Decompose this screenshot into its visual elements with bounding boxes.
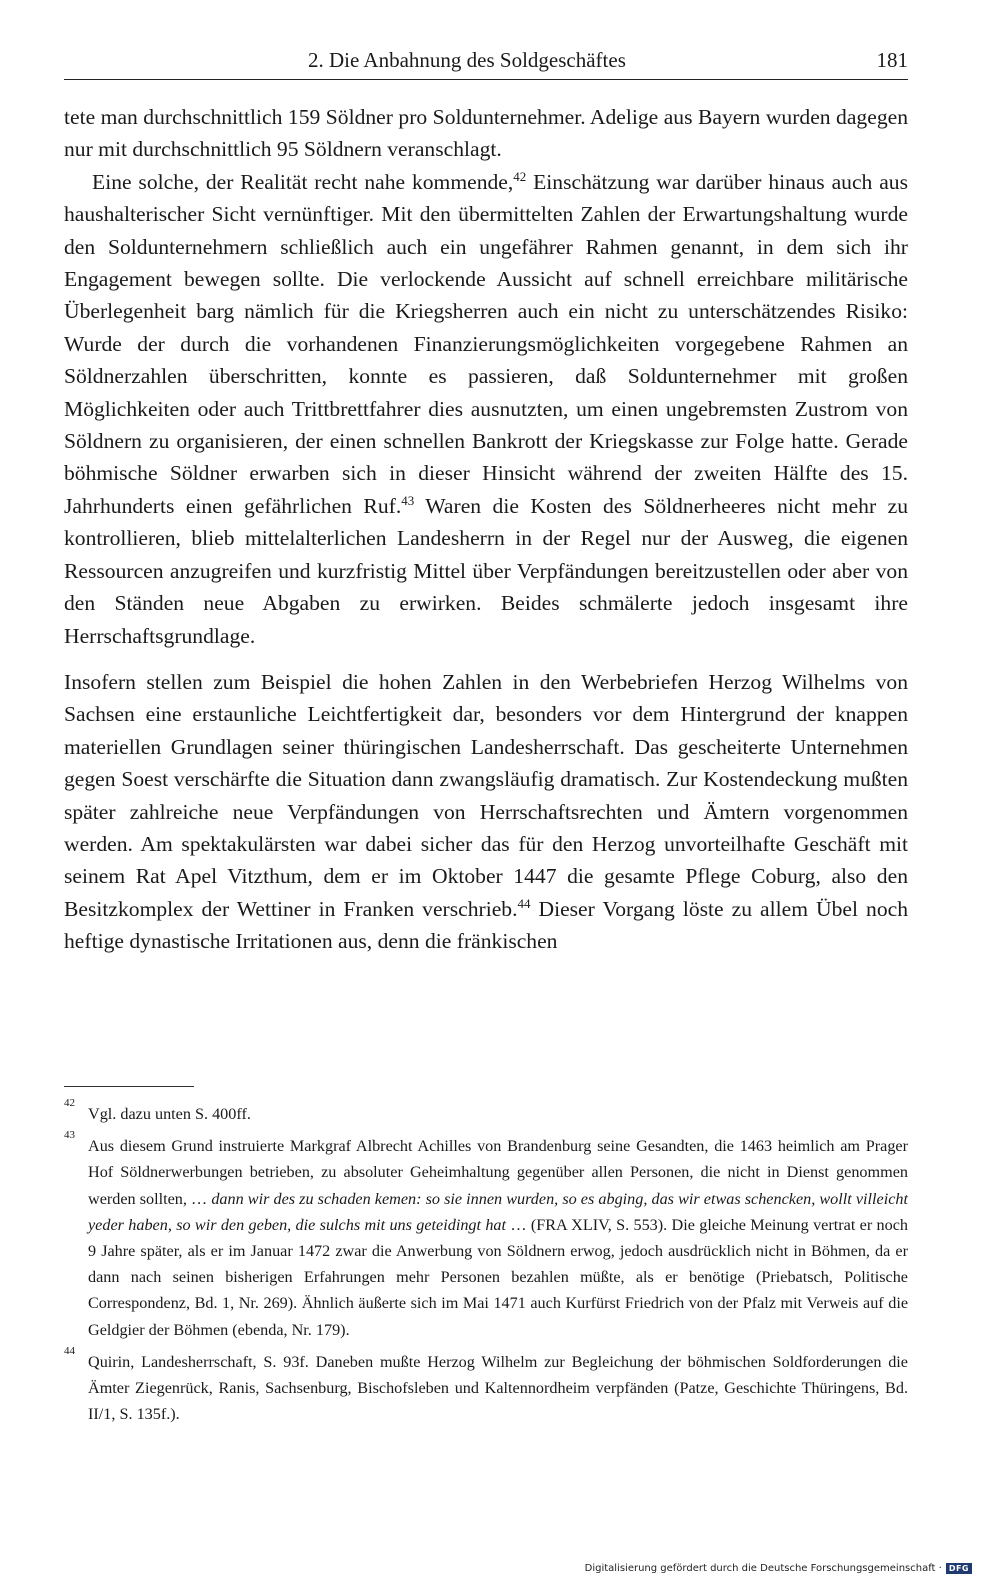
header-rule <box>64 79 908 80</box>
page-number: 181 <box>876 48 908 72</box>
footnote-43: 43 Aus diesem Grund instruierte Markgraf Albrecht Achilles von Brandenburg seine Gesandten, die 1463 heimlich am Prager Hof Söldnerwerbungen betrieben, zu absoluter Geheimhaltung gegenüber allen Personen, die nicht in Dienst genommen werden sollten, … dann wir des zu schaden kemen: so sie innen wurden, so es abging, das wir etwas schencken, wollt villeicht yeder haben, so wir den geben, die sulchs mit uns geteidingt hat … (FRA XLIV, S. 553). Die gleiche Meinung vertrat er noch 9 Jahre später, als er im Januar 1472 zwar die Anwerbung von Söldnern erwog, jedoch ausdrücklich nicht in Böhmen, da er dann nach seinen bisherigen Erfahrungen mehr Personen bezahlen müßte, als er benötige (Priebatsch, Politische Correspondenz, Bd. 1, Nr. 269). Ähnlich äußerte sich im Mai 1471 auch Kurfürst Friedrich von der Pfalz mit Verweis auf die Geldgier der Böhmen (ebenda, Nr. 179). <box>64 1129 909 1339</box>
footnote-mark: 42 <box>64 1097 75 1109</box>
footnote-44: 44 Quirin, Landesherrschaft, S. 93f. Daneben mußte Herzog Wilhelm zur Begleichung der böhmischen Soldforderungen die Ämter Ziegenrück, Ranis, Sachsenburg, Bischofsleben und Kaltennordheim verpfänden (Patze, Geschichte Thüringens, Bd. II/1, S. 135f.). <box>64 1344 908 1424</box>
paragraph-2: Eine solche, der Realität recht nahe kommende,$^{42}$ Einschätzung war darüber hinaus auch aus haushalterischer Sicht vernünftiger. Mit den übermittelten Zahlen der Erwartungshaltung wurde den Soldunternehmern schließlich auch ein ungefährer Rahmen genannt, in dem sich ihr Engagement bewegen sollte. Die verlockende Aussicht auf schnell erreichbare militärische Überlegenheit barg nämlich für die Kriegsherren auch ein nicht zu unterschätzendes Risiko: Wurde der durch die vorhandenen Finanzierungsmöglichkeiten vorgegebene Rahmen an Söldnerzahlen überschritten, konnte es passieren, daß Soldunternehmer mit großen Möglichkeiten oder auch Trittbrettfahrer dies ausnutzten, um einen ungebremsten Zustrom von Söldnern zu organisieren, der einen schnellen Bankrott der Kriegskasse zur Folge hatte. Gerade böhmische Söldner erwarben sich in dieser Hinsicht während der zweiten Hälfte des 15. Jahrhunderts einen gefährlichen Ruf.$^{43}$ Waren die Kosten des Söldnerheeres nicht mehr zu kontrollieren, blieb mittelalterlichen Landesherrn in der Regel nur der Ausweg, die eigenen Ressourcen anzugreifen und kurzfristig Mittel über Verpfändungen bereitzustellen oder aber von den Ständen neue Abgaben zu erwirken. Beides schmälerte jedoch insgesamt ihre Herrschaftsgrundlage. <box>64 168 908 648</box>
footnote-ref-42[interactable]: 42 <box>513 168 527 184</box>
footnote-ref-44[interactable]: 44 <box>517 895 531 911</box>
footnote-42: 42 Vgl. dazu unten S. 400ff. <box>64 1097 251 1123</box>
digitization-text: Digitalisierung gefördert durch die Deutsche Forschungsgemeinschaft · <box>584 1563 942 1574</box>
dfg-logo-icon: DFG <box>946 1563 972 1574</box>
running-header <box>64 46 908 76</box>
footnotes <box>64 1097 909 1433</box>
paragraph-1: tete man durchschnittlich 159 Söldner pro Soldunternehmer. Adelige aus Bayern wurden dagegen nur mit durchschnittlich 95 Söldnern veranschlagt. <box>64 105 908 162</box>
footnote-mark: 43 <box>64 1129 75 1142</box>
digitization-notice <box>585 1563 972 1574</box>
body-text <box>64 101 908 958</box>
paragraph-3: Insofern stellen zum Beispiel die hohen Zahlen in den Werbebriefen Herzog Wilhelms von Sachsen eine erstaunliche Leichtfertigkeit dar, besonders vor dem Hintergrund der knappen materiellen Grundlagen seiner thüringischen Landesherrschaft. Das gescheiterte Unternehmen gegen Soest verschärfte die Situation dann zwangsläufig dramatisch. Zur Kostendeckung mußten später zahlreiche neue Verpfändungen von Herrschaftsrechten und Ämtern vorgenommen werden. Am spektakulärsten war dabei sicher das für den Herzog unvorteilhafte Geschäft mit seinem Rat Apel Vitzthum, dem er im Oktober 1447 die gesamte Pflege Coburg, also den Besitzkomplex der Wettiner in Franken verschrieb.$^{44}$ Dieser Vorgang löste zu allem Übel noch heftige dynastische Irritationen aus, denn die fränkischen <box>64 669 908 954</box>
footnote-rule <box>64 1086 194 1087</box>
quoted-source-text: dann wir des zu schaden kemen: so sie innen wurden, so es abging, das wir etwas schencken, wollt villeicht yeder haben, so wir den geben, die sulchs mit uns geteidingt hat <box>88 1189 908 1234</box>
footnote-ref-43[interactable]: 43 <box>401 492 415 508</box>
chapter-title: 2. Die Anbahnung des Soldgeschäftes <box>308 48 626 72</box>
footnote-mark: 44 <box>64 1344 75 1357</box>
